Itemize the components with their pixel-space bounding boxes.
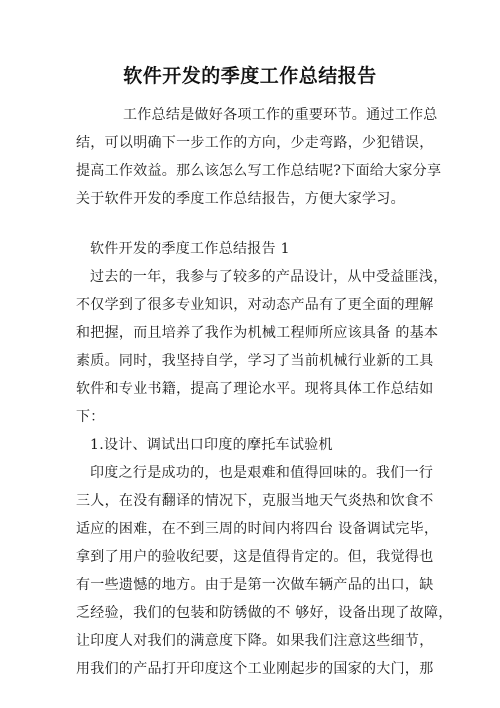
body-line-1: 过去的一年，我参与了较多的产品设计，从中受益匪浅， [90,269,448,285]
section-line-5: 有一些遗憾的地方。由于是第一次做车辆产品的出口，缺 [76,577,434,593]
intro-line-1: 工作总结是做好各项工作的重要环节。通过工作总 [123,107,438,123]
body-line-2: 不仅学到了很多专业知识，对动态产品有了更全面的理解 [76,297,434,313]
section-heading: 1.设计、调试出口印度的摩托车试验机 [90,437,333,453]
intro-line-3: 提高工作效益。那么该怎么写工作总结呢?下面给大家分享 [76,163,442,179]
intro-line-4: 关于软件开发的季度工作总结报告，方便大家学习。 [76,191,405,207]
body-line-6: 下： [76,409,105,425]
intro-line-2: 结，可以明确下一步工作的方向，少走弯路，少犯错误， [76,135,434,151]
body-line-4: 素质。同时，我坚持自学，学习了当前机械行业新的工具 [76,353,434,369]
section-line-4: 拿到了用户的验收纪要，这是值得肯定的。但，我觉得也 [76,549,434,565]
section-line-6: 乏经验，我们的包装和防锈做的不 够好，设备出现了故障， [76,605,453,621]
section-line-7: 让印度人对我们的满意度下降。如果我们注意这些细节， [76,633,434,649]
body-line-3: 和把握，而且培养了我作为机械工程师所应该具备 的基本 [76,325,439,341]
section-line-2: 三人，在没有翻译的情况下，克服当地天气炎热和饮食不 [76,493,434,509]
section-line-8: 用我们的产品打开印度这个工业刚起步的国家的大门，那 [76,661,434,677]
report-heading: 软件开发的季度工作总结报告 1 [90,241,290,257]
section-line-1: 印度之行是成功的，也是艰难和值得回味的。我们一行 [90,465,434,481]
document-title: 软件开发的季度工作总结报告 [123,65,377,87]
body-line-5: 软件和专业书籍，提高了理论水平。现将具体工作总结如 [76,381,434,397]
section-line-3: 适应的困难，在不到三周的时间内将四台 设备调试完毕， [76,521,439,537]
